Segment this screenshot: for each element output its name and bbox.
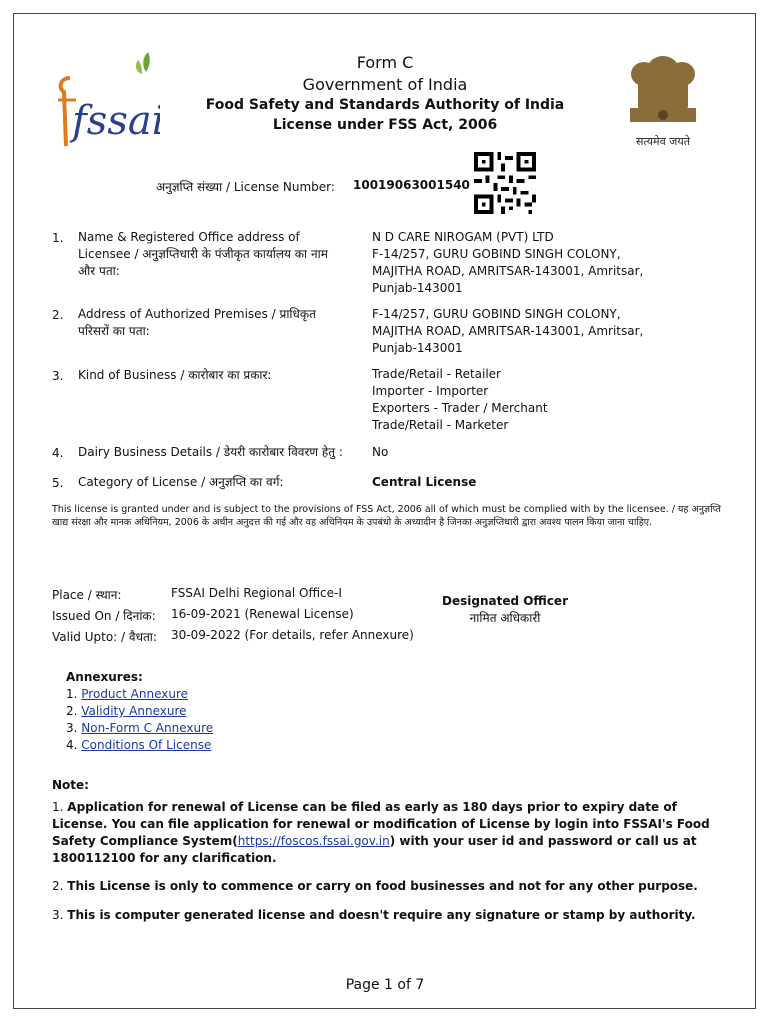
act-title: License under FSS Act, 2006 [272, 117, 498, 133]
note-3: 3. This is computer generated license and doesn't require any signature or stamp by authority. [52, 908, 696, 922]
page-number: Page 1 of 7 [345, 977, 425, 993]
emblem-motto: सत्यमेव जयते [635, 135, 690, 148]
annexure-item: 4. Conditions Of License [66, 738, 212, 752]
place-value: FSSAI Delhi Regional Office-I [171, 586, 342, 600]
designated-officer-title-hindi: नामित अधिकारी [469, 611, 541, 625]
form-title: Form C [356, 53, 414, 72]
validity-annexure-link[interactable]: Validity Annexure [81, 704, 187, 718]
place-label: Place / स्थान: [52, 588, 122, 602]
authority-title: Food Safety and Standards Authority of India [205, 97, 565, 113]
item-1-label: Name & Registered Office address of Licensee / अनुज्ञप्तिधारी के पंजीकृत कार्यालय का नाम और पता: [78, 230, 328, 278]
non-form-c-annexure-link[interactable]: Non-Form C Annexure [81, 721, 214, 735]
item-5-number: 5. [52, 476, 64, 490]
item-4-label: Dairy Business Details / डेयरी कारोबार विवरण हेतु : [78, 445, 343, 459]
item-2-value: F-14/257, GURU GOBIND SINGH COLONY, MAJITHA ROAD, AMRITSAR-143001, Amritsar, Punjab-143001 [372, 307, 644, 355]
annexure-item: 3. Non-Form C Annexure [66, 721, 214, 735]
item-3-number: 3. [52, 369, 64, 383]
conditions-of-license-link[interactable]: Conditions Of License [81, 738, 212, 752]
valid-value: 30-09-2022 (For details, refer Annexure) [171, 628, 414, 642]
item-4-number: 4. [52, 446, 64, 460]
item-2-number: 2. [52, 308, 64, 322]
license-statement: This license is granted under and is subject to the provisions of FSS Act, 2006 all of which must be complied with by the licensee. / यह अनुज्ञप्ति खाद्य संरक्षा और मानक अधिनियम, 2006 के अधीन अनुदत्त की गई और वह अधिनियम के उपबंधो के अध्यादीन है जिनका अनुज्ञप्तिधारी द्वारा अवश्य पालन किया जाना चाहिए. [52, 504, 721, 528]
qr-code [473, 152, 537, 214]
item-5-value: Central License [372, 475, 477, 489]
item-3-value: Trade/Retail - Retailer Importer - Importer Exporters - Trader / Merchant Trade/Retail - Marketer [372, 367, 548, 432]
item-4-value: No [372, 445, 389, 459]
item-1-value: N D CARE NIROGAM (PVT) LTD F-14/257, GURU GOBIND SINGH COLONY, MAJITHA ROAD, AMRITSAR-143001, Amritsar, Punjab-143001 [372, 230, 644, 295]
item-3-label: Kind of Business / कारोबार का प्रकार: [78, 368, 272, 382]
issued-label: Issued On / दिनांक: [52, 609, 156, 623]
valid-label: Valid Upto: / वैधता: [52, 630, 157, 644]
designated-officer-title: Designated Officer [442, 594, 568, 608]
foscos-link[interactable]: https://foscos.fssai.gov.in [237, 834, 390, 848]
license-number: 10019063001540 [353, 178, 470, 192]
note-2: 2. This License is only to commence or carry on food businesses and not for any other purpose. [52, 879, 698, 893]
item-1-number: 1. [52, 231, 64, 245]
government-title: Government of India [302, 75, 468, 94]
annexure-item: 1. Product Annexure [66, 687, 189, 701]
svg-text:fssai: fssai [72, 98, 160, 144]
item-5-label: Category of License / अनुज्ञप्ति का वर्ग: [78, 475, 284, 489]
item-2-label: Address of Authorized Premises / प्राधिकृत परिसरों का पता: [78, 307, 316, 338]
note-1: 1. Application for renewal of License can be filed as early as 180 days prior to expiry date of License. You can file application for renewal or modification of License by login into FSSAI's Food Safety Compliance System(https://foscos.fssai.gov.in) with your user id and password or call us at 1800112100 for any clarification. [52, 800, 710, 865]
issued-value: 16-09-2021 (Renewal License) [171, 607, 354, 621]
national-emblem [608, 48, 718, 150]
annexures-title: Annexures: [66, 670, 143, 684]
note-title: Note: [52, 778, 89, 792]
product-annexure-link[interactable]: Product Annexure [81, 687, 189, 701]
annexure-item: 2. Validity Annexure [66, 704, 187, 718]
license-number-label: अनुज्ञप्ति संख्या / License Number: [156, 180, 335, 194]
